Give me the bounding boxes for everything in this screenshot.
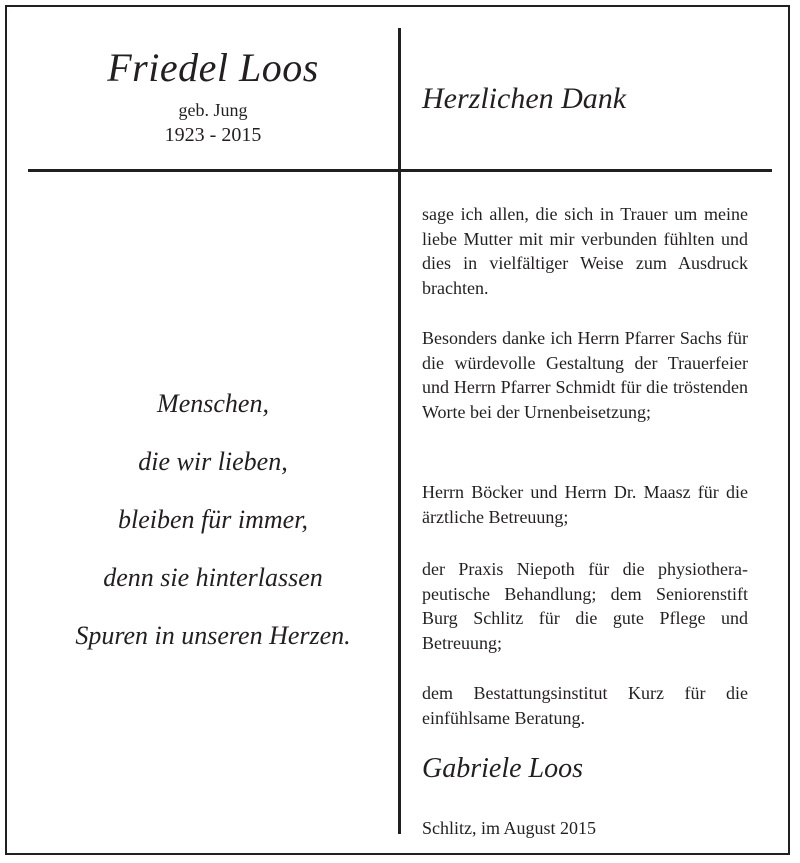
place-date: Schlitz, im August 2015: [422, 818, 597, 838]
poem-line: die wir lieben,: [138, 447, 288, 476]
thanks-paragraph: der Praxis Niepoth für die physiotherapeutische Behandlung; dem Seniorenstift Burg Schlitz für die gute Pflege und Betreuung;: [422, 559, 748, 653]
poem-line: bleiben für immer,: [118, 505, 308, 534]
deceased-name: Friedel Loos: [107, 45, 319, 90]
thanks-paragraph: dem Bestattungsinstitut Kurz für die einfühlsame Beratung.: [422, 683, 748, 728]
thanks-paragraph: Besonders danke ich Herrn Pfarrer Sachs für die würdevolle Gestaltung der Trauerfeier und Herrn Pfarrer Schmidt für die tröstenden Worte bei der Urnenbeisetzung;: [422, 328, 748, 422]
poem-line: Spuren in unseren Herzen.: [75, 621, 351, 650]
thanks-title: Herzlichen Dank: [422, 82, 627, 115]
cross-vertical-line: [398, 28, 401, 834]
poem-line: Menschen,: [157, 389, 269, 418]
poem: [28, 375, 398, 665]
signature: Gabriele Loos: [422, 753, 583, 784]
thanks-paragraph: sage ich allen, die sich in Trauer um meine liebe Mutter mit mir verbunden fühlten und dies in vielfältiger Weise zum Ausdruck brachten.: [422, 204, 748, 298]
maiden-name: geb. Jung: [178, 100, 248, 120]
poem-line: denn sie hinterlassen: [103, 563, 323, 592]
life-dates: 1923 - 2015: [164, 124, 262, 146]
cross-horizontal-line: [28, 169, 772, 172]
thanks-paragraph: Herrn Böcker und Herrn Dr. Maasz für die ärztliche Betreuung;: [422, 482, 748, 527]
